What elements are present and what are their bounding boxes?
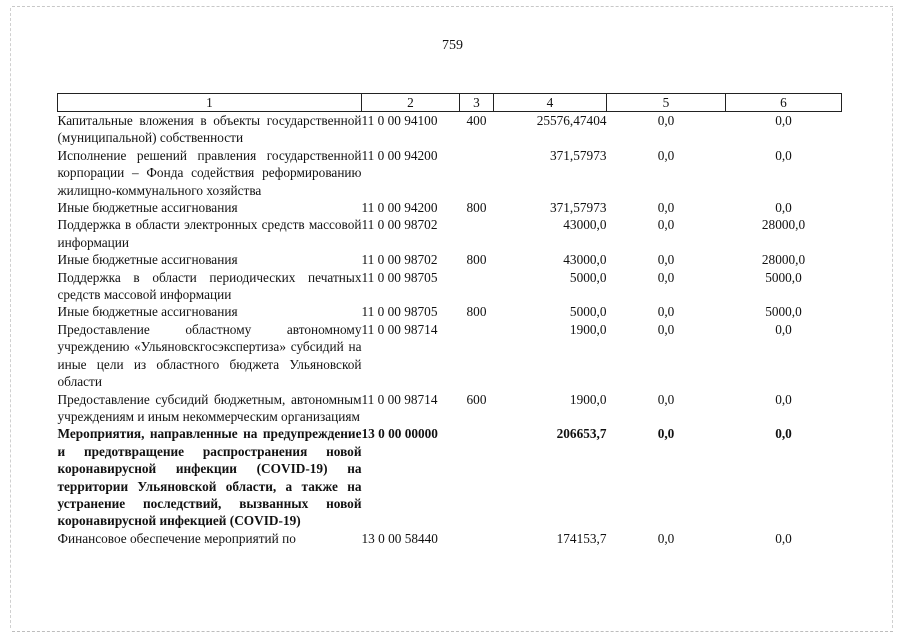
row-col6-cell: 0,0 [775,391,792,407]
table-body [58,112,842,548]
table-row [58,321,842,391]
table-header [58,94,842,112]
row-name-cell: Исполнение решений правления государственной корпорации – Фонда содействия реформированию жилищно-коммунального хозяйства [57,147,362,198]
header-col-3: 3 [460,94,494,112]
row-code-cell: 11 0 00 98705 [361,304,438,320]
row-expense-type-cell: 800 [466,304,487,320]
table-row [58,147,842,199]
row-code-cell: 11 0 00 98714 [361,321,438,337]
row-col6-cell: 0,0 [775,426,792,442]
row-col6-cell: 28000,0 [761,217,806,233]
row-name-cell: Иные бюджетные ассигнования [57,252,238,268]
table-row [58,199,842,216]
row-col6-cell: 0,0 [775,321,792,337]
row-expense-type-cell: 600 [466,391,487,407]
row-code-cell: 11 0 00 94200 [361,147,438,163]
row-name-cell: Поддержка в области периодических печатных средств массовой информации [57,269,362,303]
table-row [58,530,842,547]
row-code-cell: 11 0 00 94100 [361,113,438,128]
row-col5-cell: 0,0 [657,113,675,128]
row-col6-cell: 5000,0 [765,269,802,285]
row-code-cell: 11 0 00 94200 [361,200,438,216]
row-col5-cell: 0,0 [657,200,675,216]
row-expense-type-cell [460,530,494,547]
row-code-cell: 11 0 00 98702 [361,252,438,268]
row-col5-cell: 0,0 [657,530,675,546]
table-row [58,391,842,426]
row-col5-cell: 0,0 [657,147,675,163]
row-amount-cell: 371,57973 [549,200,607,216]
row-col5-cell: 0,0 [657,252,675,268]
header-col-6: 6 [726,94,842,112]
row-name-cell: Предоставление субсидий бюджетным, автономным учреждениям и иным некоммерческим организациям [57,391,362,424]
scan-edge-left [10,8,11,628]
scan-edge-right [892,8,893,628]
row-name-cell: Финансовое обеспечение мероприятий по [57,530,296,546]
row-expense-type-cell [460,425,494,529]
header-row [58,94,842,112]
row-code-cell: 11 0 00 98705 [361,269,438,285]
row-amount-cell: 371,57973 [549,147,607,163]
row-expense-type-cell [460,216,494,251]
row-name-cell: Поддержка в области электронных средств массовой информации [57,217,362,250]
row-code-cell: 11 0 00 98702 [361,217,438,233]
header-col-1: 1 [58,94,362,112]
row-expense-type-cell [460,321,494,391]
header-col-4: 4 [494,94,607,112]
row-col5-cell: 0,0 [657,321,675,337]
scan-edge-top [12,6,893,7]
row-amount-cell: 206653,7 [556,426,607,442]
table-row [58,425,842,529]
header-col-2: 2 [362,94,460,112]
row-col5-cell: 0,0 [657,269,675,285]
row-amount-cell: 1900,0 [569,391,607,407]
row-name-cell: Мероприятия, направленные на предупреждение и предотвращение распространения новой коронавирусной инфекции (COVID-19) на территории Ульяновской области, а также на устранение последствий, вызванных новой коронавирусной инфекцией (COVID-19) [57,426,362,529]
row-col5-cell: 0,0 [657,426,675,442]
row-expense-type-cell: 800 [466,252,487,268]
row-amount-cell: 25576,47404 [536,113,607,128]
row-amount-cell: 43000,0 [563,217,607,233]
row-name-cell: Иные бюджетные ассигнования [57,200,238,216]
budget-table [57,93,842,547]
row-name-cell: Иные бюджетные ассигнования [57,304,238,320]
table-row [58,269,842,304]
row-expense-type-cell [460,269,494,304]
row-amount-cell: 5000,0 [569,304,607,320]
page-number: 759 [442,38,463,53]
scan-edge-bottom [12,631,893,632]
table-row [58,251,842,268]
row-col6-cell: 28000,0 [761,252,806,268]
row-name-cell: Капитальные вложения в объекты государственной (муниципальной) собственности [57,113,362,146]
row-code-cell: 13 0 00 00000 [361,426,438,442]
row-col5-cell: 0,0 [657,304,675,320]
row-col6-cell: 0,0 [775,530,792,546]
row-col5-cell: 0,0 [657,391,675,407]
row-expense-type-cell: 800 [466,200,487,216]
row-col5-cell: 0,0 [657,217,675,233]
row-col6-cell: 0,0 [775,200,792,216]
row-code-cell: 13 0 00 58440 [361,530,438,546]
table-row [58,303,842,320]
row-col6-cell: 5000,0 [765,304,802,320]
row-expense-type-cell [460,147,494,199]
row-amount-cell: 1900,0 [569,321,607,337]
row-name-cell: Предоставление областному автономному учреждению «Ульяновскгосэкспертиза» субсидий на иные цели из областного бюджета Ульяновской области [57,321,362,390]
row-expense-type-cell: 400 [466,113,487,128]
table-row [58,216,842,251]
row-amount-cell: 43000,0 [563,252,607,268]
row-col6-cell: 0,0 [775,113,792,128]
table-row [58,112,842,147]
row-amount-cell: 5000,0 [569,269,607,285]
header-col-5: 5 [607,94,726,112]
row-col6-cell: 0,0 [775,147,792,163]
row-amount-cell: 174153,7 [556,530,607,546]
row-code-cell: 11 0 00 98714 [361,391,438,407]
